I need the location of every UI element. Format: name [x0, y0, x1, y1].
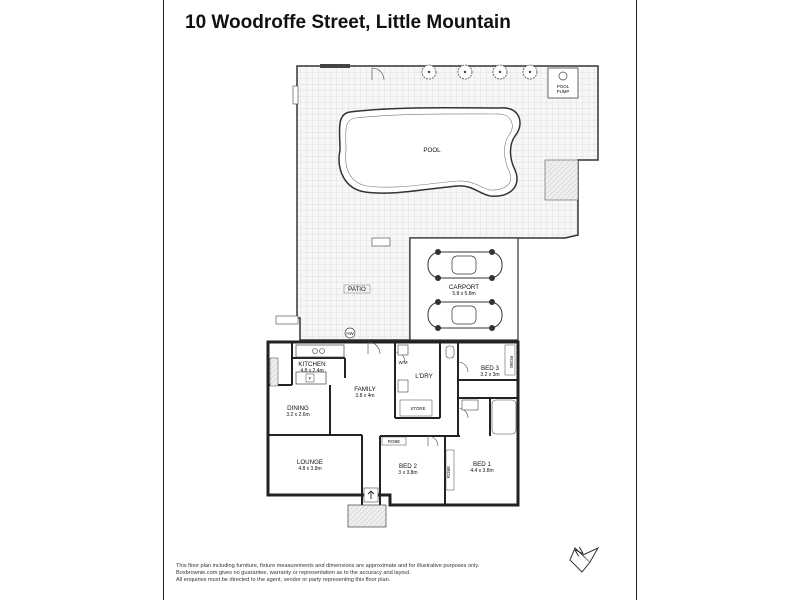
car-icon: [428, 299, 502, 331]
kitchen-dimensions: 4.8 x 2.4m: [300, 368, 324, 374]
side-structure: [293, 86, 298, 104]
tree-icon: [422, 65, 436, 79]
kitchen-bench: [296, 345, 344, 357]
bathtub-icon: [492, 400, 516, 434]
kitchen-label: KITCHEN: [298, 361, 326, 368]
tree-icon: [493, 65, 507, 79]
deck-hatch-area: [545, 160, 578, 200]
lounge-dimensions: 4.8 x 3.8m: [298, 466, 322, 472]
patio-label: PATIO: [348, 286, 366, 293]
laundry-tub-icon: [398, 380, 408, 392]
carport-label: CARPORT: [448, 284, 480, 291]
washer-icon: [398, 345, 408, 355]
disclaimer-line: All enquiries must be directed to the agent, vendor or party representing this floor plan.: [176, 577, 391, 584]
laundry-label: L'DRY: [415, 373, 433, 380]
pool-pump-icon: [559, 72, 567, 80]
family-label: FAMILY: [354, 386, 376, 393]
bed2-dimensions: 3 x 3.8m: [398, 470, 418, 476]
compass-north-label: N: [573, 545, 586, 560]
hot-water-label: HW: [346, 331, 354, 336]
disclaimer: [176, 563, 596, 585]
family-dimensions: 3.8 x 4m: [355, 393, 375, 399]
bed2-label: BED 2: [399, 463, 417, 470]
gate: [320, 64, 350, 68]
disclaimer-line: Boxbrownie.com gives no guarantee, warranty or representation as to the accuracy and layout.: [176, 570, 411, 577]
store-label: STORE: [410, 406, 426, 411]
bed3-label: BED 3: [481, 365, 499, 372]
washing-machine-label: W/M: [398, 360, 408, 365]
disclaimer-line: This floor plan including furniture, fixture measurements and dimensions are approximate and for illustrative purposes only.: [176, 563, 480, 569]
patio-steps: [372, 238, 390, 246]
pool-pump-label-2: PUMP: [556, 89, 570, 94]
bed1-dimensions: 4.4 x 3.8m: [470, 468, 494, 474]
toilet-icon: [446, 346, 454, 358]
bed3-dimensions: 3.2 x 3m: [480, 372, 500, 378]
robe-bed2-label: ROBE: [387, 439, 401, 444]
robe-bed1-label: ROBE: [446, 465, 451, 479]
carport-dimensions: 5.8 x 5.8m: [452, 291, 476, 297]
pool-label: POOL: [423, 147, 441, 154]
robe-bed3-label: ROBE: [509, 355, 514, 369]
page-title: 10 Woodroffe Street, Little Mountain: [185, 12, 511, 33]
tree-icon: [458, 65, 472, 79]
front-entry-stoop: [348, 505, 386, 527]
dining-label: DINING: [287, 405, 309, 412]
side-structure: [276, 316, 298, 324]
pool-pump-label-1: POOL: [556, 84, 570, 89]
tree-icon: [523, 65, 537, 79]
car-icon: [428, 249, 502, 281]
dining-dimensions: 3.2 x 2.6m: [286, 412, 310, 418]
kitchen-steps: [270, 358, 278, 386]
vanity-icon: [462, 400, 478, 410]
fridge-label: F: [308, 376, 312, 381]
lounge-label: LOUNGE: [296, 459, 324, 466]
bed1-label: BED 1: [473, 461, 491, 468]
